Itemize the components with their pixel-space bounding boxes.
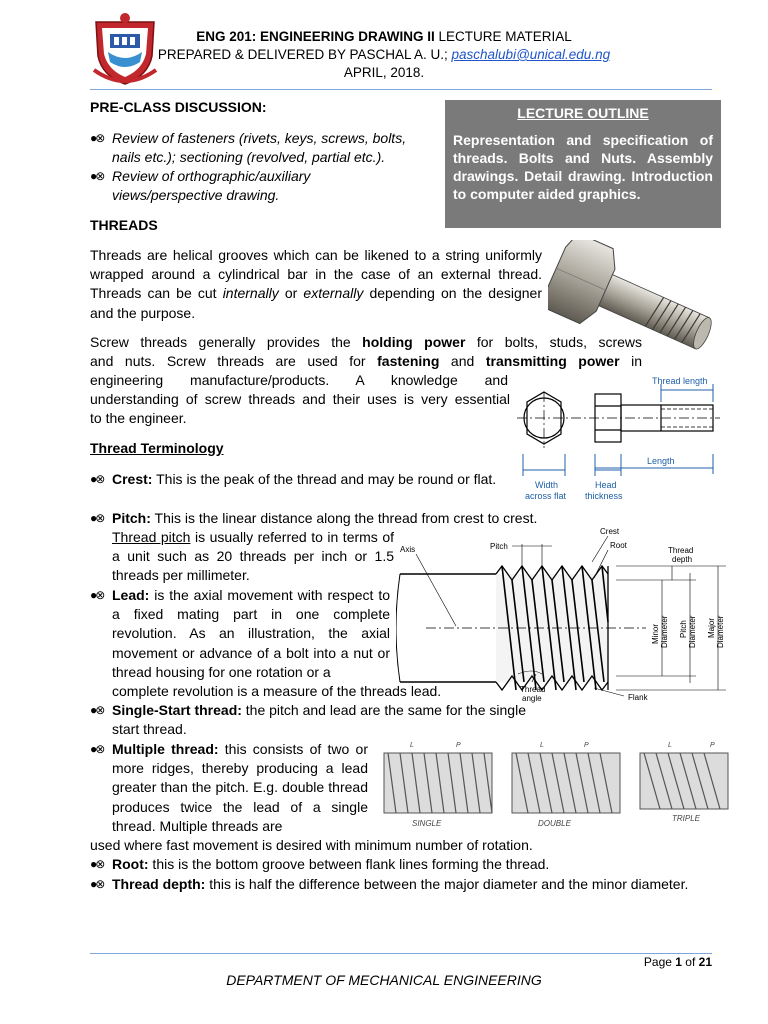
document-header (0, 28, 768, 82)
label-head: Head (595, 480, 617, 490)
bolt-dimension-drawing (515, 372, 725, 507)
label-width: Width (535, 480, 559, 490)
label-p-triple: P (710, 742, 715, 749)
preclass-item-2: ●⊗ Review of orthographic/auxiliary views/perspective drawing. (90, 167, 435, 205)
bullet-icon: ●⊗ (90, 877, 104, 891)
label-minor: Minor (651, 623, 660, 644)
single-thread-figure (384, 742, 492, 828)
multiple-thread-illustrations (380, 735, 732, 831)
term-pitch: ●⊗ Pitch: This is the linear distance along the thread from crest to crest. (90, 509, 542, 528)
threads-paragraph-2: Screw threads generally provides the holding power for bolts, studs, screws (90, 334, 643, 350)
header-date: APRIL, 2018. (343, 65, 425, 80)
prepared-by: PREPARED & DELIVERED BY PASCHAL A. U.; (157, 47, 452, 62)
label-crest: Crest (600, 527, 620, 536)
outline-title: LECTURE OUTLINE (517, 105, 649, 121)
label-single: SINGLE (412, 819, 442, 828)
bullet-icon: ●⊗ (90, 703, 104, 717)
label-angle: angle (522, 694, 542, 703)
preclass-item-1: ●⊗ Review of fasteners (rivets, keys, screws, bolts, nails etc.); sectioning (revolved, partial etc.). (90, 129, 435, 167)
page-number: Page 1 of 21 (643, 955, 712, 969)
bullet-icon: ●⊗ (90, 588, 104, 602)
thread-terminology-diagram (396, 522, 732, 708)
label-major: Major (707, 617, 716, 638)
label-thread-length: Thread length (652, 376, 708, 386)
bullet-icon: ●⊗ (90, 857, 104, 871)
label-l-triple: L (668, 742, 672, 749)
label-thread: Thread (668, 546, 694, 555)
threads-paragraph-1: Threads are helical grooves which can be likened to a string uniformly wrapped around a cylindrical bar in the case of an external thread. Threads can be cut internally or externally depending on the designer and the purpose. (90, 247, 542, 321)
label-pitch: Pitch (490, 542, 508, 551)
term-root: ●⊗ Root: this is the bottom groove between flank lines forming the thread. (90, 855, 690, 874)
label-pitch-diam: Pitch (679, 620, 688, 638)
label-depth: depth (672, 555, 693, 564)
bullet-icon: ●⊗ (90, 511, 104, 525)
threads-paragraph-2-cont: and nuts. Screw threads are used for fastening and transmitting power in (90, 353, 643, 369)
label-pitch-diameter: Diameter (688, 615, 697, 648)
term-pitch-cont: Thread pitch is usually referred to in terms of a unit such as 20 threads per inch or 1.5 threads per millimeter. (112, 529, 394, 584)
label-double: DOUBLE (538, 819, 571, 828)
course-title: ENG 201: ENGINEERING DRAWING II (196, 29, 435, 44)
outline-body: Representation and specification of threads. Bolts and Nuts. Assembly drawings. Detail drawing. Introduction to computer aided graphics. (453, 132, 713, 202)
lecture-outline-box (445, 100, 721, 228)
threads-paragraph-2-tail: engineering manufacture/products. A knowledge and (90, 372, 508, 388)
threads-heading: THREADS (90, 217, 158, 233)
label-thickness: thickness (585, 491, 623, 501)
email-link[interactable]: paschalubi@unical.edu.ng (451, 47, 611, 62)
bullet-icon: ●⊗ (90, 169, 104, 183)
bullet-icon: ●⊗ (90, 131, 104, 145)
term-multiple: ●⊗ Multiple thread: this consists of two or more ridges, thereby producing a lead greater than the pitch. E.g. double thread produces twice the lead of a single thread. Multiple threads are (90, 740, 368, 836)
label-thread-angle: Thread (520, 685, 546, 694)
header-rule (90, 89, 712, 90)
label-axis: Axis (400, 545, 416, 554)
label-l-single: L (410, 742, 414, 749)
double-thread-figure (512, 742, 620, 828)
course-suffix: LECTURE MATERIAL (434, 29, 572, 44)
term-lead: ●⊗ Lead: is the axial movement with respect to a fixed mating part in one complete revolution. As an illustration, the axial movement or advance of a bolt into a nut or thread housing for one rotation or a (90, 586, 390, 682)
label-length: Length (647, 456, 675, 466)
term-multiple-end: used where fast movement is desired with minimum number of rotation. (90, 837, 533, 853)
bullet-icon: ●⊗ (90, 742, 104, 756)
triple-thread-figure (640, 742, 728, 823)
label-minor-diameter: Diameter (660, 615, 669, 648)
preclass-title: PRE-CLASS DISCUSSION: (90, 99, 267, 115)
department-footer: DEPARTMENT OF MECHANICAL ENGINEERING (226, 972, 542, 988)
label-l-double: L (540, 742, 544, 749)
label-flank: Flank (628, 693, 648, 702)
label-p-double: P (584, 742, 589, 749)
label-root: Root (610, 541, 627, 550)
label-across-flat: across flat (525, 491, 567, 501)
bullet-icon: ●⊗ (90, 472, 104, 486)
footer-rule (90, 953, 712, 954)
term-lead-end: complete revolution is a measure of the threads lead. (112, 683, 442, 699)
label-triple: TRIPLE (672, 814, 701, 823)
term-thread-depth: ●⊗ Thread depth: this is half the difference between the major diameter and the minor diameter. (90, 875, 690, 894)
threads-paragraph-2-end: understanding of screw threads and their uses is very essential to the engineer. (90, 391, 510, 427)
label-major-diameter: Diameter (716, 615, 725, 648)
term-crest: ●⊗ Crest: This is the peak of the thread and may be round or flat. (90, 470, 510, 489)
terminology-heading: Thread Terminology (90, 440, 224, 456)
term-single-start: ●⊗ Single-Start thread: the pitch and lead are the same for the single start thread. (90, 701, 530, 739)
label-p-single: P (456, 742, 461, 749)
